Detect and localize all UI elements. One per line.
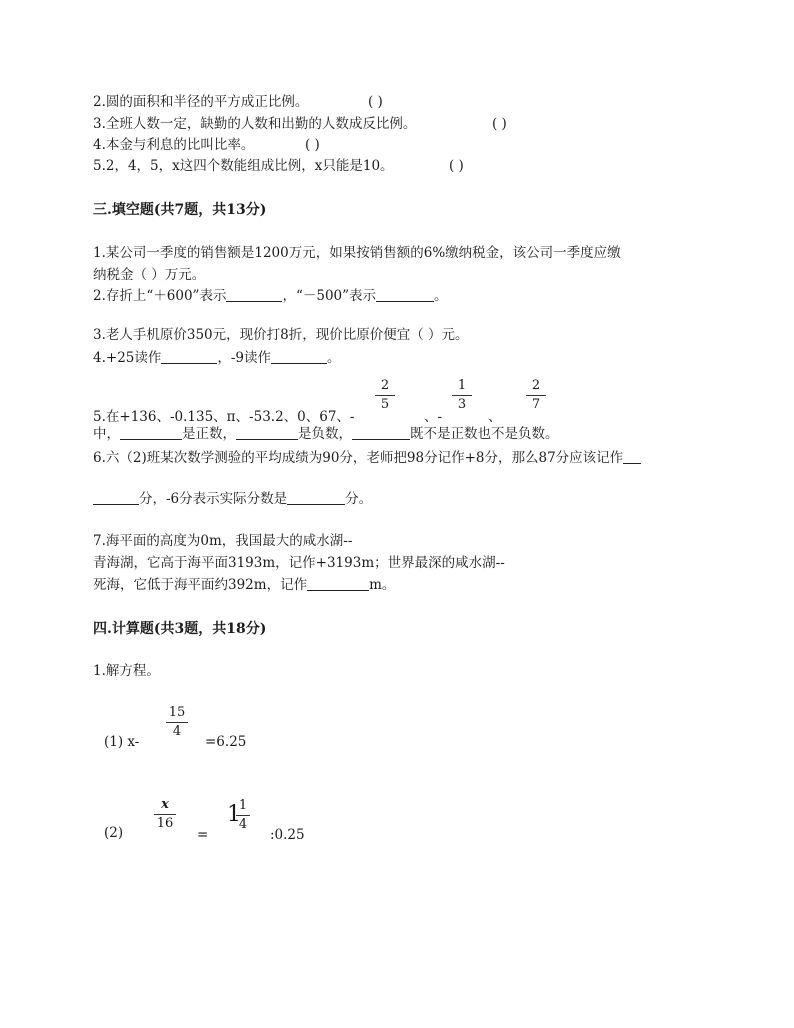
answer-blank[interactable] [376, 287, 434, 302]
answer-blank[interactable] [623, 449, 641, 464]
mixed-number-whole: 1 [227, 802, 241, 827]
fill-q5-sep1: 、- [424, 409, 443, 425]
judge-q4: 4.本金与利息的比叫比率。 [93, 137, 255, 153]
fill-q1-line2: 纳税金（ ）万元。 [93, 267, 206, 283]
fill-q7-line1: 7.海平面的高度为0m，我国最大的咸水湖-- [93, 533, 353, 549]
fill-section-heading: 三.填空题(共7题，共13分) [93, 202, 267, 218]
fill-q6-line1: 6.六（2)班某次数学测验的平均成绩为90分，老师把98分记作+8分，那么87分应该记作 [93, 449, 641, 467]
judge-q2: 2.圆的面积和半径的平方成正比例。 [93, 94, 309, 110]
judge-q5-paren: ( ) [449, 158, 464, 174]
equation-1-fraction: 15 4 [166, 705, 188, 740]
fraction-2-7: 2 7 [526, 378, 546, 413]
judge-q3: 3.全班人数一定，缺勤的人数和出勤的人数成反比例。 [93, 116, 417, 132]
calc-section-heading: 四.计算题(共3题，共18分) [93, 621, 267, 637]
equation-2-equals: = [197, 827, 209, 843]
calc-q1: 1.解方程。 [93, 663, 160, 679]
judge-q3-paren: ( ) [492, 116, 507, 132]
judge-q4-paren: ( ) [305, 137, 320, 153]
fill-q6-line2: 分，-6分表示实际分数是 分。 [93, 490, 372, 508]
fill-q7-line3: 死海，它低于海平面约392m，记作 m。 [93, 577, 396, 593]
answer-blank[interactable] [271, 349, 327, 364]
fill-q4: 4.+25读作 ，-9读作 。 [93, 350, 341, 366]
fill-q7-line2: 青海湖，它高于海平面3193m，记作+3193m；世界最深的咸水湖-- [93, 555, 505, 571]
fill-q1-line1: 1.某公司一季度的销售额是1200万元，如果按销售额的6%缴纳税金，该公司一季度应缴 [93, 245, 621, 261]
answer-blank[interactable] [287, 490, 345, 505]
answer-blank[interactable] [236, 425, 298, 440]
equation-2-lead: (2) [104, 825, 124, 841]
answer-blank[interactable] [352, 425, 410, 440]
fill-q2: 2.存折上“＋600”表示 ，“－500”表示 。 [93, 288, 448, 304]
answer-blank[interactable] [307, 576, 369, 591]
answer-blank[interactable] [120, 425, 182, 440]
fraction-2-5: 2 5 [375, 378, 395, 413]
equation-2-fraction-x-16: x 16 [154, 797, 176, 832]
equation-1-lead: (1) x- [104, 734, 140, 750]
mixed-number-fraction: 1 4 [236, 798, 250, 833]
fill-q5-sep2: 、 [488, 409, 502, 425]
answer-blank[interactable] [93, 490, 139, 505]
equation-2-tail: :0.25 [270, 827, 305, 843]
answer-blank[interactable] [161, 349, 217, 364]
fill-q5-line1: 5.在+136、-0.135、π、-53.2、0、67、- [93, 409, 355, 425]
answer-blank[interactable] [226, 287, 282, 302]
judge-q5: 5.2，4，5，x这四个数能组成比例，x只能是10。 [93, 158, 394, 174]
equation-1-tail: =6.25 [205, 734, 247, 750]
fill-q3: 3.老人手机原价350元，现价打8折，现价比原价便宜（ ）元。 [93, 327, 469, 343]
judge-q2-paren: ( ) [368, 94, 383, 110]
fill-q5-line2: 中， 是正数， 是负数， 既不是正数也不是负数。 [93, 426, 559, 442]
fraction-1-3: 1 3 [452, 378, 472, 413]
